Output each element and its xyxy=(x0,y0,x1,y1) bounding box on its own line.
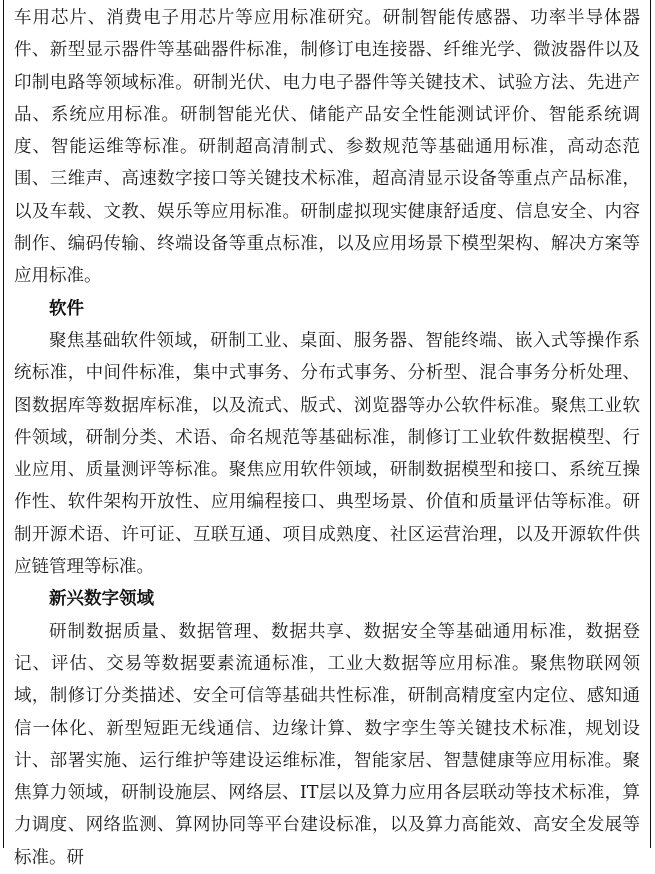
emerging-digital-paragraph: 研制数据质量、数据管理、数据共享、数据安全等基础通用标准，数据登记、评估、交易等数据要素流通标准，工业大数据等应用标准。聚焦物联网领域，制修订分类描述、安全可信等基础共性标准，研制高精度室内定位、感知通信一体化、新型短距无线通信、边缘计算、数字孪生等关键技术标准，规划设计、部署实施、运行维护等建设运维标准，智能家居、智慧健康等应用标准。聚焦算力领域，研制设施层、网络层、IT层以及算力应用各层联动等技术标准，算力调度、网络监测、算网协同等平台建设标准，以及算力高能效、高安全发展等标准。研 xyxy=(14,621,640,868)
software-paragraph: 聚焦基础软件领域，研制工业、桌面、服务器、智能终端、嵌入式等操作系统标准，中间件标准，集中式事务、分布式事务、分析型、混合事务分析处理、图数据库等数据库标准，以及流式、版式、浏览器等办公软件标准。聚焦工业软件领域，研制分类、术语、命名规范等基础标准，制修订工业软件数据模型、行业应用、质量测评等标准。聚焦应用软件领域，研制数据模型和接口、系统互操作性、软件架构开放性、应用编程接口、典型场景、价值和质量评估等标准。研制开源术语、许可证、互联互通、项目成熟度、社区运营治理，以及开源软件供应链管理等标准。 xyxy=(14,330,640,578)
page-frame xyxy=(3,0,651,868)
software-heading: 软件 xyxy=(49,298,84,319)
intro-paragraph: 车用芯片、消费电子用芯片等应用标准研究。研制智能传感器、功率半导体器件、新型显示器件等基础器件标准，制修订电连接器、纤维光学、微波器件以及印制电路等领域标准。研制光伏、电力电子器件等关键技术、试验方法、先进产品、系统应用标准。研制智能光伏、储能产品安全性能测试评价、智能系统调度、智能运维等标准。研制超高清制式、参数规范等基础通用标准，高动态范围、三维声、高速数字接口等关键技术标准，超高清显示设备等重点产品标准，以及车载、文教、娱乐等应用标准。研制虚拟现实健康舒适度、信息安全、内容制作、编码传输、终端设备等重点标准，以及应用场景下模型架构、解决方案等应用标准。 xyxy=(14,8,640,287)
document-body xyxy=(14,2,640,874)
emerging-digital-heading: 新兴数字领域 xyxy=(49,589,154,610)
